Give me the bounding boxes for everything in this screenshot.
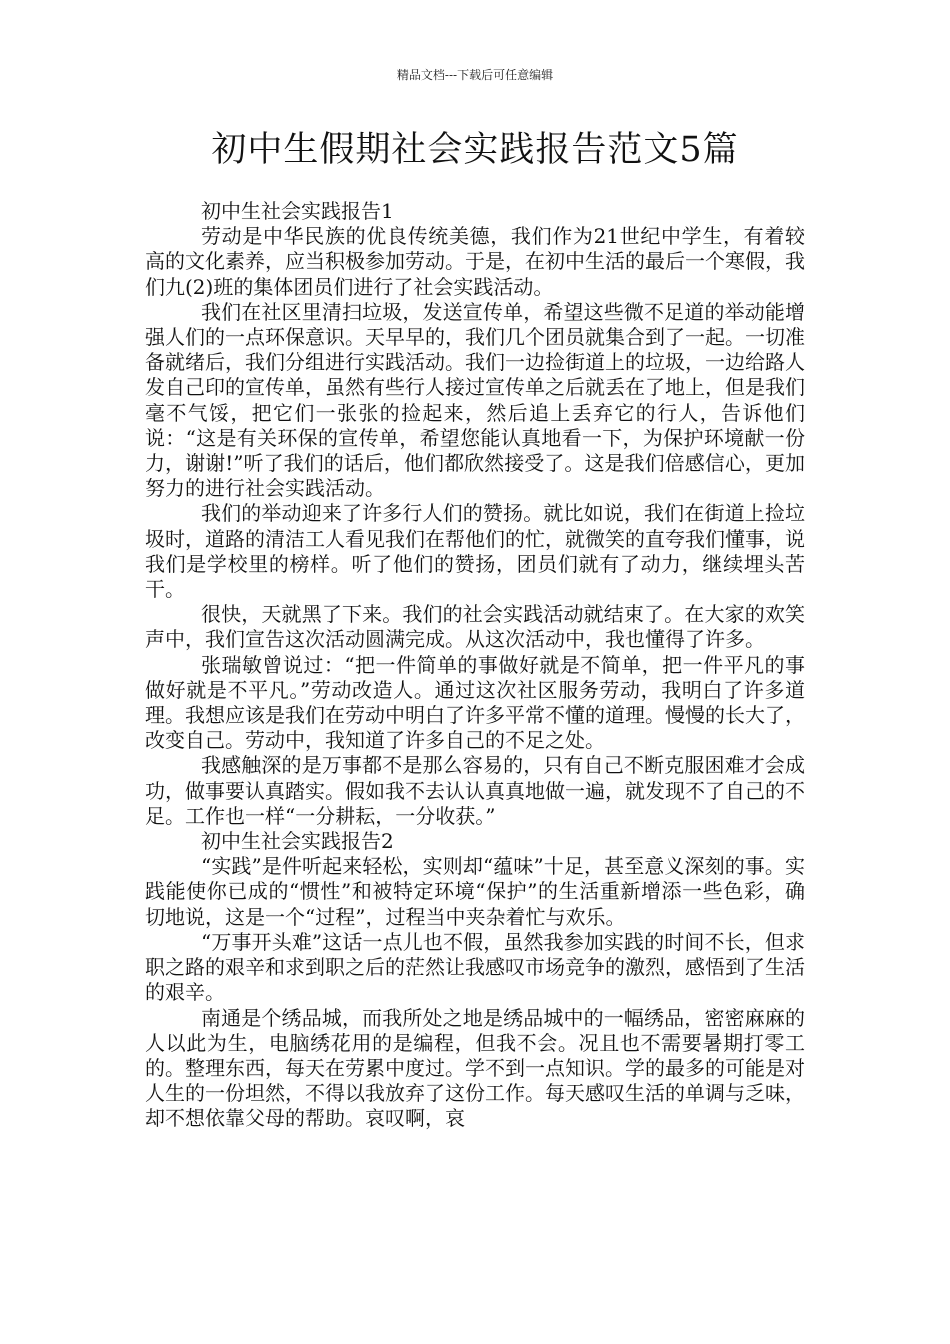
page-header-note: 精品文档---下载后可任意编辑: [396, 68, 554, 82]
body-paragraph: 张瑞敏曾说过：“把一件简单的事做好就是不简单，把一件平凡的事做好就是不平凡。”劳动改造人。通过这次社区服务劳动，我明白了许多道理。我想应该是我们在劳动中明白了许多平常不懂的道理。慢慢的长大了，改变自己。劳动中，我知道了许多自己的不足之处。: [145, 652, 805, 753]
body-paragraph: 南通是个绣品城，而我所处之地是绣品城中的一幅绣品，密密麻麻的人以此为生，电脑绣花用的是编程，但我不会。况且也不需要暑期打零工的。整理东西，每天在劳累中度过。学不到一点知识。学的最多的可能是对人生的一份坦然，不得以我放弃了这份工作。每天感叹生活的单调与乏味，却不想依靠父母的帮助。哀叹啊，哀: [145, 1005, 805, 1131]
body-paragraph: 很快，天就黑了下来。我们的社会实践活动就结束了。在大家的欢笑声中，我们宣告这次活动圆满完成。从这次活动中，我也懂得了许多。: [145, 602, 805, 652]
section-heading: 初中生社会实践报告2: [201, 829, 394, 854]
section-heading: 初中生社会实践报告1: [201, 199, 394, 223]
body-paragraph: 我感触深的是万事都不是那么容易的，只有自己不断克服困难才会成功，做事要认真踏实。假如我不去认认真真地做一遍，就发现不了自己的不足。工作也一样“一分耕耘，一分收获。”: [145, 753, 805, 828]
body-paragraph: “万事开头难”这话一点儿也不假，虽然我参加实践的时间不长，但求职之路的艰辛和求到职之后的茫然让我感叹市场竞争的激烈，感悟到了生活的艰辛。: [145, 929, 805, 1005]
body-paragraph: 我们的举动迎来了许多行人们的赞扬。就比如说，我们在街道上捡垃圾时，道路的清洁工人看见我们在帮他们的忙，就微笑的直夸我们懂事，说我们是学校里的榜样。听了他们的赞扬，团员们就有了动力，继续埋头苦干。: [145, 501, 805, 602]
body-paragraph: 劳动是中华民族的优良传统美德，我们作为21世纪中学生，有着较高的文化素养，应当积极参加劳动。于是，在初中生活的最后一个寒假，我们九(2)班的集体团员们进行了社会实践活动。: [145, 224, 805, 299]
document-body: [145, 199, 805, 1132]
document-title: 初中生假期社会实践报告范文5篇: [211, 130, 739, 170]
body-paragraph: 我们在社区里清扫垃圾，发送宣传单，希望这些微不足道的举动能增强人们的一点环保意识。天早早的，我们几个团员就集合到了一起。一切准备就绪后，我们分组进行实践活动。我们一边捡街道上的垃圾，一边给路人发自己印的宣传单，虽然有些行人接过宣传单之后就丢在了地上，但是我们毫不气馁，把它们一张张的捡起来，然后追上丢弃它的行人，告诉他们说：“这是有关环保的宣传单，希望您能认真地看一下，为保护环境献一份力，谢谢!”听了我们的话后，他们都欣然接受了。这是我们倍感信心，更加努力的进行社会实践活动。: [145, 299, 805, 501]
body-paragraph: “实践”是件听起来轻松，实则却“蕴味”十足，甚至意义深刻的事。实践能使你已成的“惯性”和被特定环境“保护”的生活重新增添一些色彩，确切地说，这是一个“过程”，过程当中夹杂着忙与欢乐。: [145, 854, 805, 929]
